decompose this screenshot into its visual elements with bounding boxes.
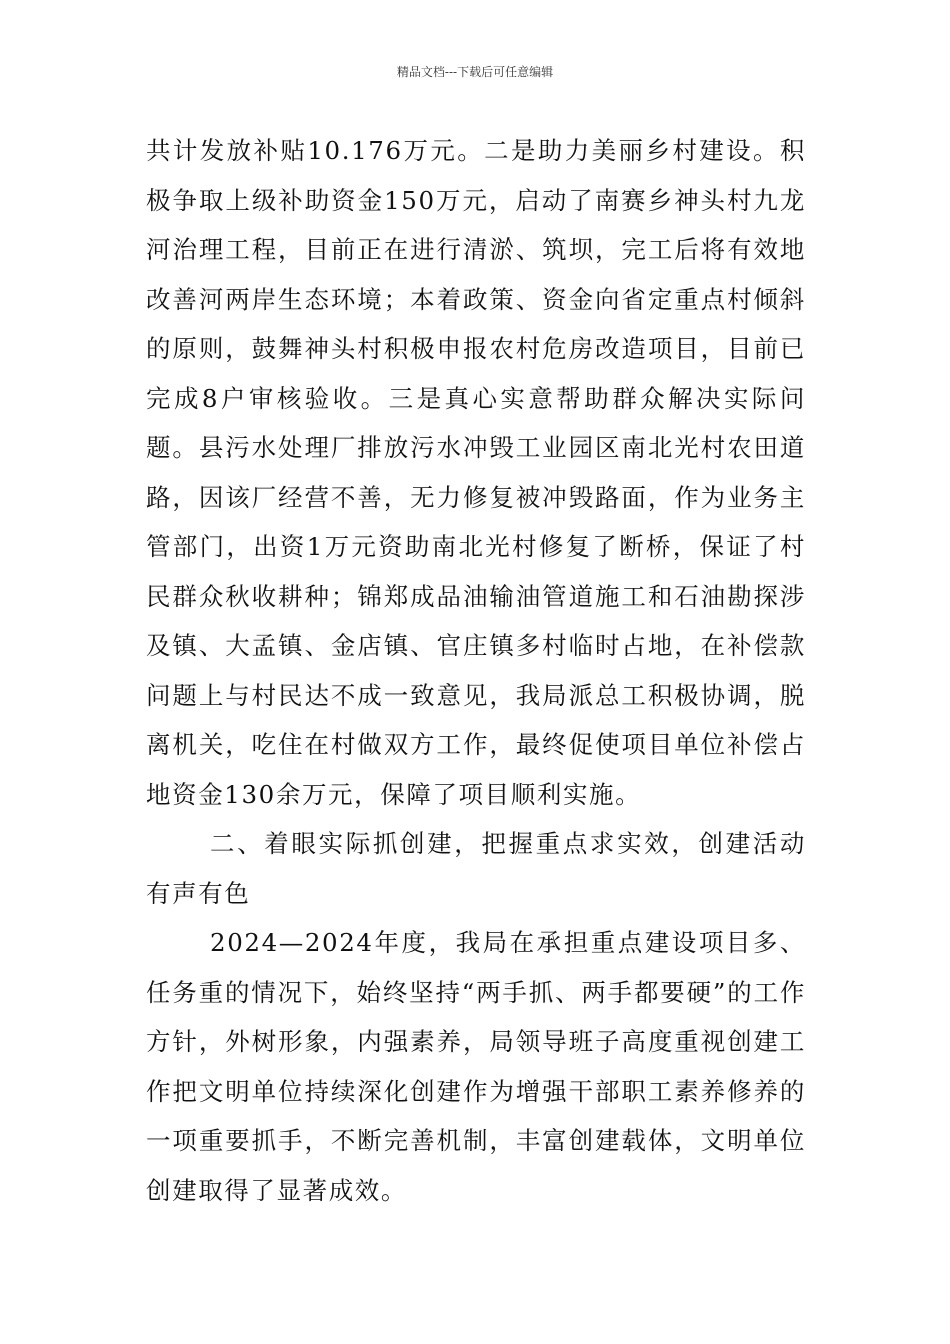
section-heading: 二、着眼实际抓创建，把握重点求实效，创建活动有声有色 xyxy=(146,829,806,908)
paragraph-body: 2024—2024年度，我局在承担重点建设项目多、任务重的情况下，始终坚持“两手抓、两手都要硬”的工作方针，外树形象，内强素养，局领导班子高度重视创建工作把文明单位持续深化创建作为增强干部职工素养修养的一项重要抓手，不断完善机制，丰富创建载体，文明单位创建取得了显著成效。 xyxy=(146,928,806,1205)
paragraph-continuation: 共计发放补贴10.176万元。二是助力美丽乡村建设。积极争取上级补助资金150万元，启动了南赛乡神头村九龙河治理工程，目前正在进行清淤、筑坝，完工后将有效地改善河两岸生态环境；本着政策、资金向省定重点村倾斜的原则，鼓舞神头村积极申报农村危房改造项目，目前已完成8户审核验收。三是真心实意帮助群众解决实际问题。县污水处理厂排放污水冲毁工业园区南北光村农田道路，因该厂经营不善，无力修复被冲毁路面，作为业务主管部门，出资1万元资助南北光村修复了断桥，保证了村民群众秋收耕种；锦郑成品油输油管道施工和石油勘探涉及镇、大孟镇、金店镇、官庄镇多村临时占地，在补偿款问题上与村民达不成一致意见，我局派总工积极协调，脱离机关，吃住在村做双方工作，最终促使项目单位补偿占地资金130余万元，保障了项目顺利实施。 xyxy=(146,136,806,809)
page-header: 精品文档---下载后可任意编辑 xyxy=(396,65,554,79)
document-body xyxy=(146,126,806,1215)
